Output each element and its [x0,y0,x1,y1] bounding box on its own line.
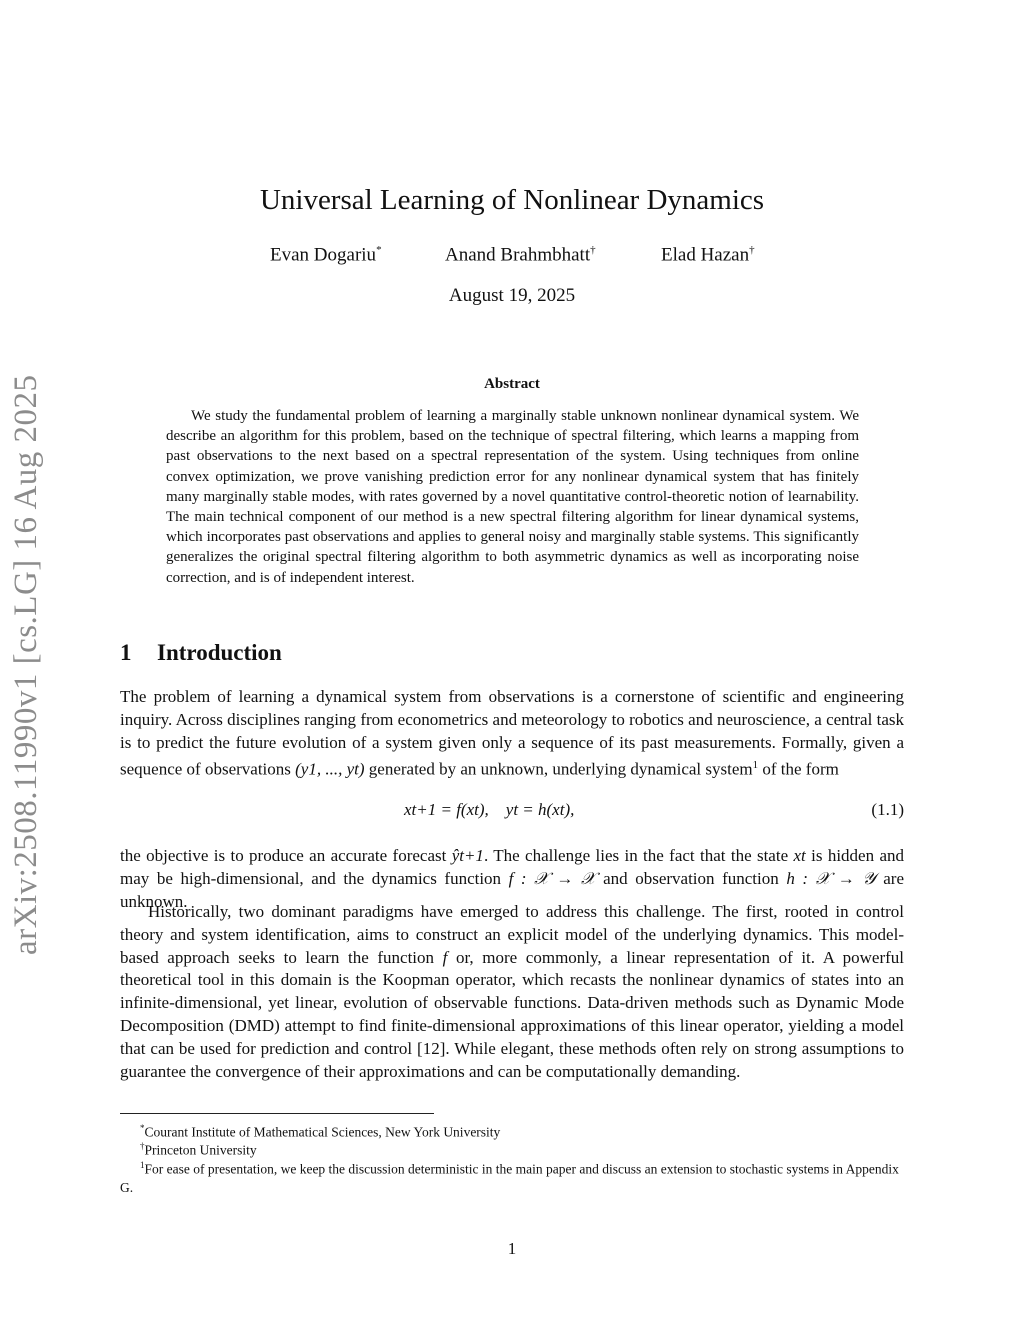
footnote-3: $^1$For ease of presentation, we keep the discussion deterministic in the main paper and discuss an extension to stochastic systems in Appendix G. [120,1160,899,1195]
author-2 [445,244,596,266]
footnote-2: †Princeton University [140,1141,257,1158]
inline-math: h : 𝒳 → 𝒴 [786,868,876,888]
equation-label: (1.1) [871,800,904,819]
inline-math: (y1, ..., yt) [295,760,365,780]
inline-math: f : 𝒳 → 𝒳 [508,868,596,888]
page-number: 1 [507,1239,517,1258]
section-number: 1 [120,640,132,665]
arxiv-sidebar-stamp: arXiv:2508.11990v1 [cs.LG] 16 Aug 2025 [8,374,44,955]
abstract-heading: Abstract [484,376,540,392]
intro-paragraph-2: the objective is to produce an accurate forecast ŷt+1. The challenge lies in the fact that the state xt is hidden and may be high-dimensional, and the dynamics function f : 𝒳 → 𝒳 and observation function h : 𝒳 → 𝒴 are unknown. [120,846,905,911]
equation-body: xt+1 = f(xt), yt = h(xt), [404,800,575,819]
intro-paragraph-1: The problem of learning a dynamical system from observations is a cornerstone of scientific and engineering inquiry. Across disciplines ranging from econometrics and meteorology to robotics and neuroscience, a central task is to predict the future evolution of a system given only a sequence of its past measurements. Formally, given a sequence of observations (y1, ..., yt) generated by an unknown, underlying dynamical system$^1$ of the form [120,687,904,780]
intro-paragraph-3: Historically, two dominant paradigms have emerged to address this challenge. The first, rooted in control theory and system identification, aims to construct an explicit model of the underlying dynamics. This model-based approach seeks to learn the function f or, more commonly, a linear representation of it. A powerful theoretical tool in this domain is the Koopman operator, which recasts the nonlinear dynamics of states into an infinite-dimensional, yet linear, evolution of observable functions. Data-driven methods such as Dynamic Mode Decomposition (DMD) attempt to find finite-dimensional approximations of this linear operator, yielding a model that can be used for prediction and control [12]. While elegant, these methods often rely on strong assumptions to guarantee the convergence of their approximations and can be computationally demanding. [120,902,904,1081]
footnote-ref: 1 [752,759,759,772]
author-name: Evan Dogariu [270,244,377,266]
section-heading [120,640,282,666]
footnote-1: *Courant Institute of Mathematical Sciences, New York University [140,1123,501,1140]
author-name: Anand Brahmbhatt [445,244,591,266]
paper-date: August 19, 2025 [448,285,576,306]
author-affiliation-mark: * [376,244,382,256]
inline-math: f [442,947,448,967]
author-3 [661,244,755,266]
footnote-mark: * [140,1123,145,1133]
paper-title: Universal Learning of Nonlinear Dynamics [259,184,765,216]
abstract-body: We study the fundamental problem of learning a marginally stable unknown nonlinear dynamical system. We describe an algorithm for this problem, based on the technique of spectral filtering, which learns a mapping from past observations to the next based on a spectral representation of the system. Using techniques from online convex optimization, we prove vanishing prediction error for any nonlinear dynamical system that has finitely many marginally stable modes, with rates governed by a novel quantitative control-theoretic notion of learnability. The main technical component of our method is a new spectral filtering algorithm for linear dynamical systems, which incorporates past observations and applies to general noisy and marginally stable systems. This significantly generalizes the original spectral filtering algorithm to both asymmetric dynamics as well as incorporating noise correction, and is of independent interest. [166,408,859,586]
inline-math: xt [793,846,806,865]
author-affiliation-mark: † [749,244,755,256]
author-1 [270,244,382,266]
author-affiliation-mark: † [590,244,596,256]
footnote-divider [120,1113,434,1114]
footnote-mark: 1 [140,1160,145,1170]
author-name: Elad Hazan [661,244,750,266]
section-title: Introduction [157,640,282,665]
inline-math: ŷt+1 [451,846,484,865]
footnote-mark: † [140,1141,145,1151]
